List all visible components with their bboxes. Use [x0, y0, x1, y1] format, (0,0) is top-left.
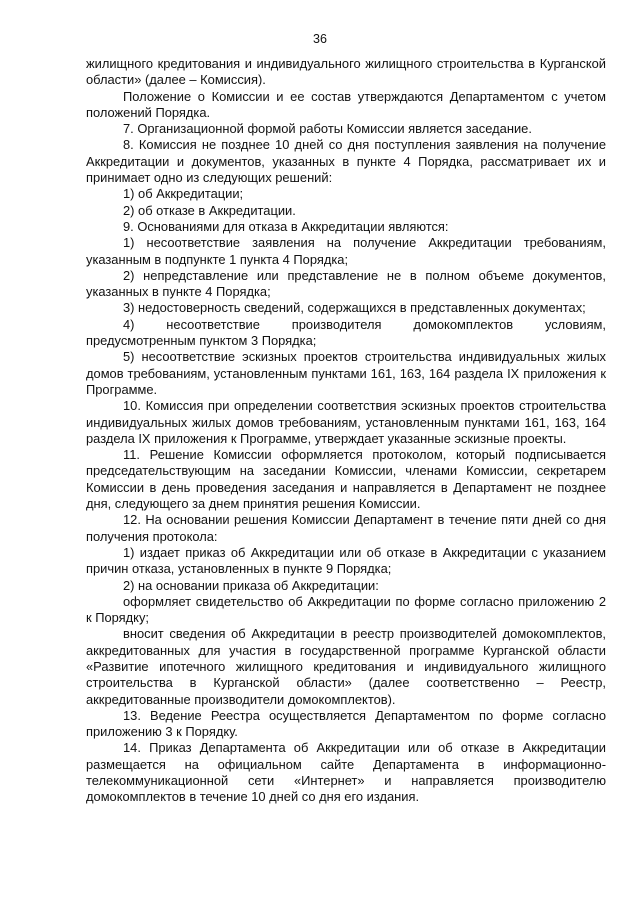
paragraph: жилищного кредитования и индивидуального жилищного строительства в Курганской области» (далее – Комиссия).	[86, 56, 606, 88]
paragraph: 12. На основании решения Комиссии Департамент в течение пяти дней со дня получения протокола:	[86, 512, 606, 544]
paragraph: 8. Комиссия не позднее 10 дней со дня поступления заявления на получение Аккредитации и документов, указанных в пункте 4 Порядка, рассматривает их и принимает одно из следующих решений:	[86, 137, 606, 186]
paragraph: 5) несоответствие эскизных проектов строительства индивидуальных жилых домов требованиям, установленным пунктами 161, 163, 164 раздела IX приложения к Программе.	[86, 349, 606, 397]
paragraph: оформляет свидетельство об Аккредитации по форме согласно приложению 2 к Порядку;	[86, 593, 606, 626]
paragraph: 2) об отказе в Аккредитации.	[123, 202, 296, 218]
paragraph: 2) непредставление или представление не в полном объеме документов, указанных в пункте 4 Порядка;	[86, 267, 606, 300]
paragraph: Положение о Комиссии и ее состав утверждаются Департаментом с учетом положений Порядка.	[86, 88, 606, 120]
document-body	[86, 56, 606, 806]
paragraph: 1) несоответствие заявления на получение Аккредитации требованиям, указанным в подпункте 1 пункта 4 Порядка;	[86, 235, 606, 267]
paragraph: 1) издает приказ об Аккредитации или об отказе в Аккредитации с указанием причин отказа, установленных в пункте 9 Порядка;	[86, 544, 606, 577]
paragraph: 14. Приказ Департамента об Аккредитации или об отказе в Аккредитации размещается на официальном сайте Департамента в информационно-телекоммуникационной сети «Интернет» и направляется производителю домокомплектов в течение 10 дней со дня его издания.	[86, 740, 606, 805]
paragraph: 2) на основании приказа об Аккредитации:	[123, 577, 379, 593]
paragraph: 9. Основаниями для отказа в Аккредитации являются:	[123, 218, 449, 234]
paragraph: 7. Организационной формой работы Комиссии является заседание.	[123, 121, 532, 137]
paragraph: 4) несоответствие производителя домокомплектов условиям, предусмотренным пунктом 3 Порядка;	[86, 316, 606, 349]
paragraph: 13. Ведение Реестра осуществляется Департаментом по форме согласно приложению 3 к Порядку.	[86, 707, 606, 740]
paragraph: 10. Комиссия при определении соответствия эскизных проектов строительства индивидуальных жилых домов требованиям, установленным пунктами 161, 163, 164 раздела IX приложения к Программе, утверждает указанные эскизные проекты.	[86, 398, 606, 446]
paragraph: вносит сведения об Аккредитации в реестр производителей домокомплектов, аккредитованных для участия в государственной программе Курганской области «Развитие ипотечного жилищного кредитования и индивидуального жилищного строительства в Курганской области» (далее соответственно – Реестр, аккредитованные производители домокомплектов).	[86, 626, 606, 707]
page-number: 36	[313, 32, 327, 46]
paragraph: 3) недостоверность сведений, содержащихся в представленных документах;	[123, 300, 586, 316]
paragraph: 11. Решение Комиссии оформляется протоколом, который подписывается председательствующим на заседании Комиссии, членами Комиссии, секретарем Комиссии в день проведения заседания и направляется в Департамент не позднее дня, следующего за днем принятия решения Комиссии.	[86, 447, 606, 512]
paragraph: 1) об Аккредитации;	[123, 186, 244, 202]
